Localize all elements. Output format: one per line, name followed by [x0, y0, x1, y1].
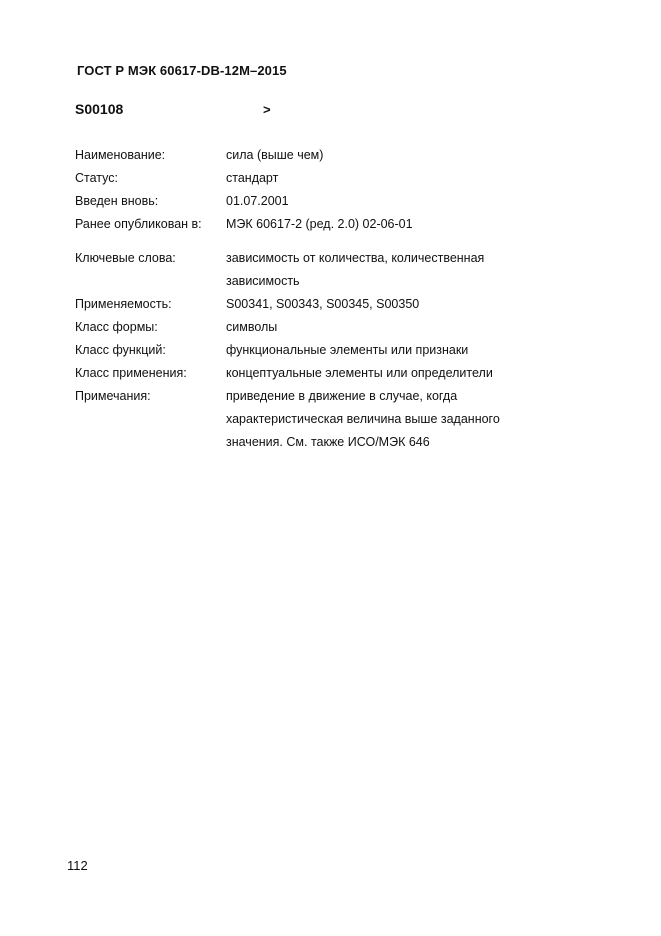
symbol-attributes	[75, 144, 595, 454]
field-value	[226, 362, 556, 385]
field-keywords	[75, 247, 595, 293]
field-value-line: концептуальные элементы или определители	[226, 366, 493, 380]
field-applicability	[75, 293, 595, 316]
field-value-line: 01.07.2001	[226, 194, 289, 208]
field-label: Статус:	[75, 171, 118, 185]
symbol-heading	[75, 101, 375, 121]
field-previously-published	[75, 213, 595, 236]
field-shape-class	[75, 316, 595, 339]
field-value	[226, 247, 556, 293]
page-number: 112	[67, 858, 88, 873]
symbol-code: S00108	[75, 101, 124, 117]
field-label: Примечания:	[75, 389, 151, 403]
field-value-line: S00341, S00343, S00345, S00350	[226, 297, 420, 311]
field-label: Применяемость:	[75, 297, 172, 311]
field-value-line: МЭК 60617-2 (ред. 2.0) 02-06-01	[226, 217, 413, 231]
document-header: ГОСТ Р МЭК 60617-DB-12M–2015	[77, 63, 287, 78]
field-value-line: характеристическая величина выше заданного	[226, 412, 500, 426]
field-value-line: зависимость от количества, количественная	[226, 251, 485, 265]
field-value	[226, 167, 556, 190]
field-function-class	[75, 339, 595, 362]
field-application-class	[75, 362, 595, 385]
field-label: Введен вновь:	[75, 194, 159, 208]
field-value-line: символы	[226, 320, 278, 334]
field-value	[226, 190, 556, 213]
field-status	[75, 167, 595, 190]
field-value-line: приведение в движение в случае, когда	[226, 389, 458, 403]
field-value	[226, 316, 556, 339]
field-value	[226, 213, 556, 236]
field-label: Класс формы:	[75, 320, 158, 334]
field-value-line: зависимость	[226, 274, 300, 288]
field-label: Наименование:	[75, 148, 166, 162]
field-value-line: сила (выше чем)	[226, 148, 324, 162]
field-label: Ключевые слова:	[75, 251, 176, 265]
field-label: Класс функций:	[75, 343, 166, 357]
field-value	[226, 339, 556, 362]
field-label: Ранее опубликован в:	[75, 217, 202, 231]
field-notes	[75, 385, 595, 454]
symbol-glyph: >	[263, 102, 271, 117]
field-name	[75, 144, 595, 167]
field-value-line: стандарт	[226, 171, 279, 185]
field-label: Класс применения:	[75, 366, 187, 380]
field-value-line: функциональные элементы или признаки	[226, 343, 469, 357]
field-introduced	[75, 190, 595, 213]
field-value-line: значения. См. также ИСО/МЭК 646	[226, 435, 430, 449]
field-value	[226, 144, 556, 167]
field-value	[226, 385, 556, 454]
field-value	[226, 293, 556, 316]
